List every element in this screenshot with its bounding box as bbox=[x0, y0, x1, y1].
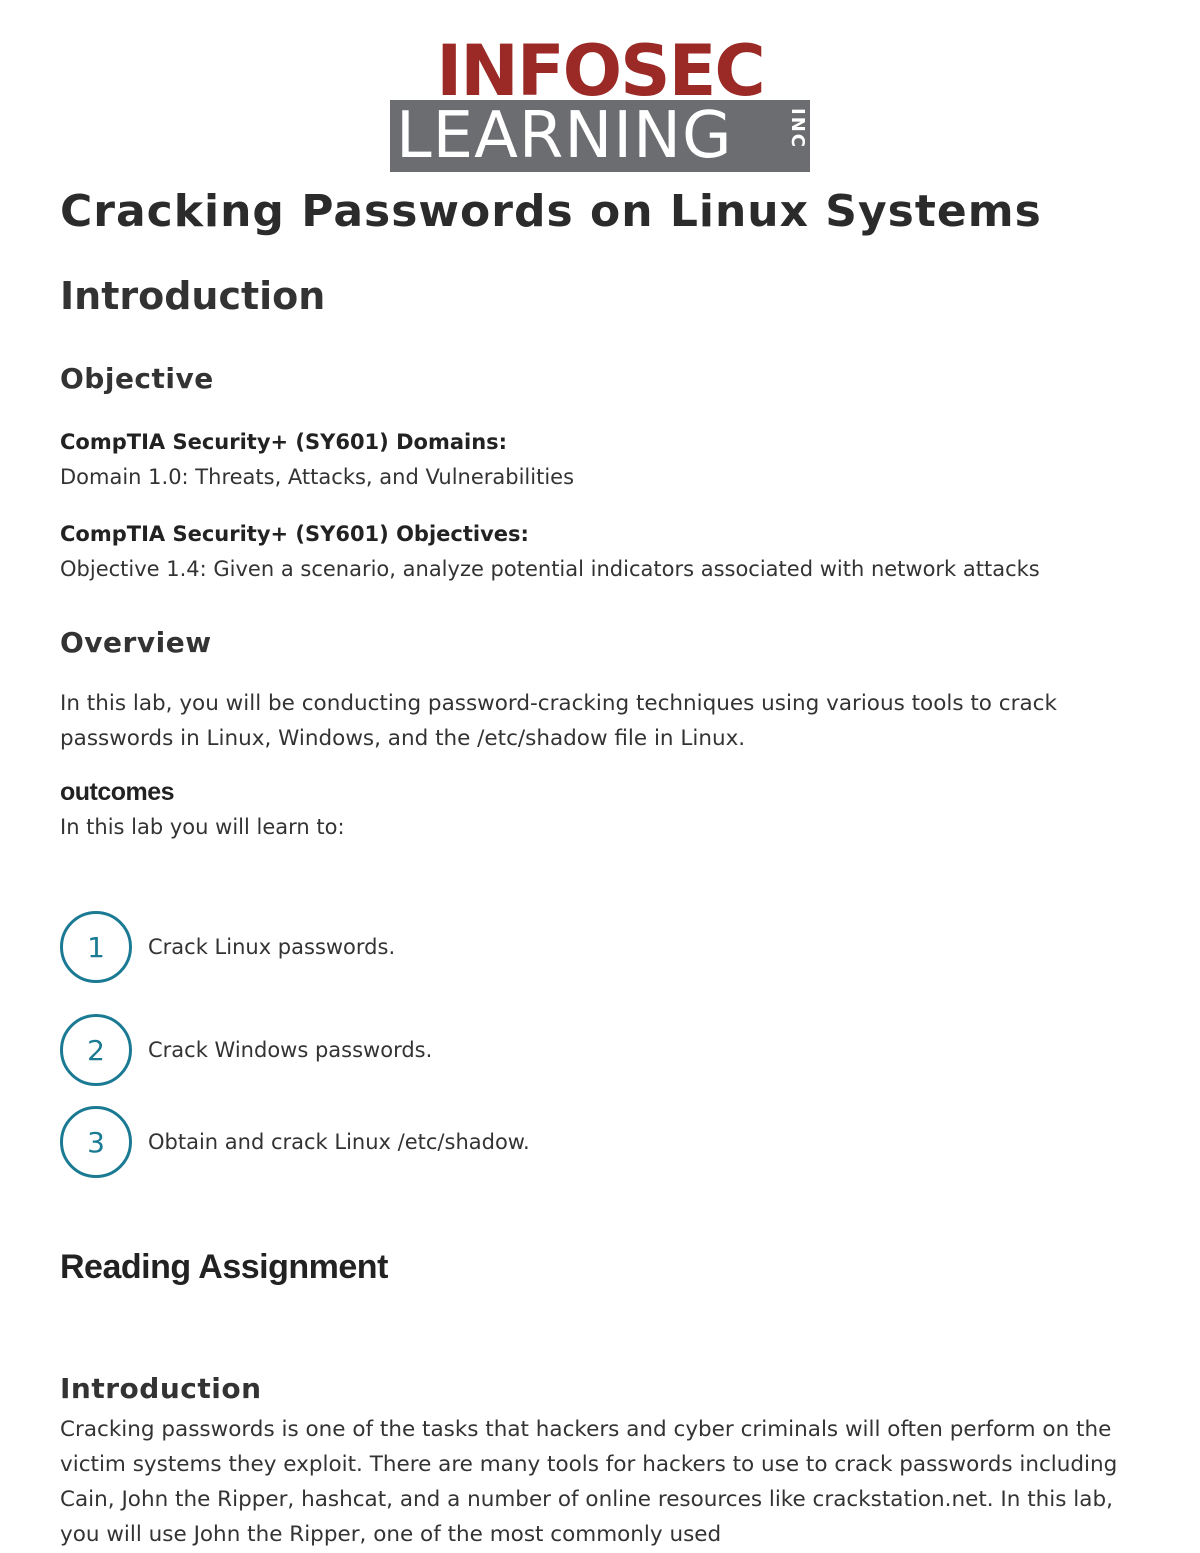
domains-value: Domain 1.0: Threats, Attacks, and Vulnerabilities bbox=[60, 465, 575, 489]
outcome-item bbox=[60, 910, 395, 984]
logo-inc: INC bbox=[787, 108, 808, 149]
reading-introduction-heading: Introduction bbox=[60, 1372, 262, 1405]
reading-assignment-heading: Reading Assignment bbox=[60, 1248, 388, 1286]
objective-heading: Objective bbox=[60, 362, 214, 395]
outcome-number-badge: 3 bbox=[60, 1106, 132, 1178]
logo-wordmark-bottom bbox=[390, 100, 810, 172]
outcome-item bbox=[60, 1105, 530, 1179]
objectives-value: Objective 1.4: Given a scenario, analyze potential indicators associated with network attacks bbox=[60, 557, 1040, 581]
outcome-text: Obtain and crack Linux /etc/shadow. bbox=[148, 1130, 530, 1154]
overview-text: In this lab, you will be conducting password-cracking techniques using various tools to crack passwords in Linux, Windows, and the /etc/shadow file in Linux. bbox=[60, 691, 1057, 751]
reading-introduction-text: Cracking passwords is one of the tasks that hackers and cyber criminals will often perform on the victim systems they exploit. There are many tools for hackers to use to crack passwords including Cain, John the Ripper, hashcat, and a number of online resources like crackstation.net. In this lab, you will use John the Ripper, one of the most commonly used bbox=[60, 1417, 1118, 1547]
introduction-heading: Introduction bbox=[60, 274, 326, 318]
outcomes-intro: In this lab you will learn to: bbox=[60, 815, 345, 839]
outcome-text: Crack Linux passwords. bbox=[148, 935, 396, 959]
outcome-item bbox=[60, 1013, 432, 1087]
infosec-learning-logo bbox=[390, 42, 810, 172]
outcome-number-badge: 1 bbox=[60, 911, 132, 983]
overview-heading: Overview bbox=[60, 626, 212, 659]
outcome-text: Crack Windows passwords. bbox=[148, 1038, 433, 1062]
page-title: Cracking Passwords on Linux Systems bbox=[60, 186, 1042, 237]
objectives-label: CompTIA Security+ (SY601) Objectives: bbox=[60, 522, 529, 546]
outcomes-heading: outcomes bbox=[60, 778, 175, 806]
outcome-number-badge: 2 bbox=[60, 1014, 132, 1086]
logo-wordmark-top: INFOSEC bbox=[390, 42, 810, 100]
domains-label: CompTIA Security+ (SY601) Domains: bbox=[60, 430, 508, 454]
logo-wordmark-learning: LEARNING bbox=[396, 100, 733, 172]
